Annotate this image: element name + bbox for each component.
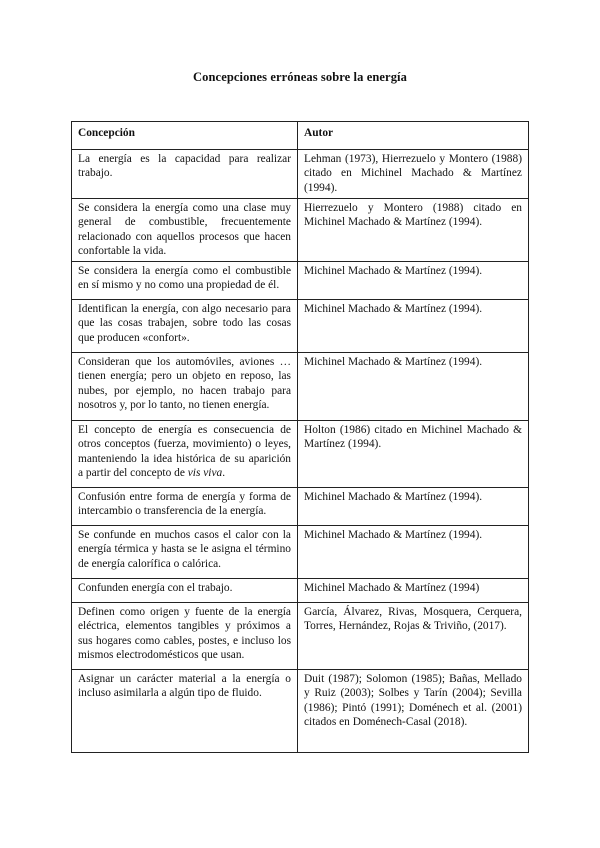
- concept-cell: Definen como origen y fuente de la energía eléctrica, elementos tangibles y próximos a sus hogares como cables, postes, e incluso los mismos electrodomésticos que usan.: [72, 603, 298, 670]
- concept-cell: Confusión entre forma de energía y forma de intercambio o transferencia de la energía.: [72, 488, 298, 526]
- author-cell: Michinel Machado & Martínez (1994): [298, 579, 529, 603]
- concept-cell: Se considera la energía como el combustible en sí mismo y no como una propiedad de él.: [72, 262, 298, 300]
- concept-cell: Confunden energía con el trabajo.: [72, 579, 298, 603]
- document-title: Concepciones erróneas sobre la energía: [193, 70, 407, 84]
- table-row: [72, 199, 529, 262]
- concept-cell: La energía es la capacidad para realizar trabajo.: [72, 150, 298, 199]
- concept-cell: Consideran que los automóviles, aviones … tienen energía; pero un objeto en reposo, las nubes, por ejemplo, no hacen trabajo para nosotros y, por lo tanto, no tienen energía.: [72, 353, 298, 421]
- author-cell: Michinel Machado & Martínez (1994).: [298, 262, 529, 300]
- column-header-concept: Concepción: [72, 122, 298, 150]
- table-row: [72, 579, 529, 603]
- table-row: [72, 488, 529, 526]
- table-row: [72, 526, 529, 579]
- concept-cell: Asignar un carácter material a la energía o incluso asimilarla a algún tipo de fluido.: [72, 670, 298, 753]
- author-cell: Hierrezuelo y Montero (1988) citado en Michinel Machado & Martínez (1994).: [298, 199, 529, 262]
- table-row: [72, 670, 529, 753]
- table-row: [72, 262, 529, 300]
- concept-text-end: .: [222, 466, 226, 479]
- author-cell: Duit (1987); Solomon (1985); Bañas, Mellado y Ruiz (2003); Solbes y Tarín (2004); Sevilla (1986); Pintó (1991); Doménech et al. (2001) citados en Doménech-Casal (2018).: [298, 670, 529, 753]
- table-header-row: [72, 122, 529, 150]
- author-cell: Holton (1986) citado en Michinel Machado & Martínez (1994).: [298, 421, 529, 488]
- author-cell: Lehman (1973), Hierrezuelo y Montero (1988) citado en Michinel Machado & Martínez (1994).: [298, 150, 529, 199]
- author-cell: Michinel Machado & Martínez (1994).: [298, 526, 529, 579]
- table-row: [72, 150, 529, 199]
- column-header-author: Autor: [298, 122, 529, 150]
- concept-cell: Se considera la energía como una clase muy general de combustible, frecuentemente relacionado con aquellos procesos que hacen confortable la vida.: [72, 199, 298, 262]
- table-row: [72, 353, 529, 421]
- concept-italic-term: vis viva: [187, 466, 223, 479]
- concept-cell: Identifican la energía, con algo necesario para que las cosas trabajen, sobre todo las cosas que producen «confort».: [72, 300, 298, 353]
- concept-cell: [72, 421, 298, 488]
- table-row: [72, 421, 529, 488]
- author-cell: Michinel Machado & Martínez (1994).: [298, 300, 529, 353]
- author-cell: Michinel Machado & Martínez (1994).: [298, 488, 529, 526]
- author-cell: García, Álvarez, Rivas, Mosquera, Cerquera, Torres, Hernández, Rojas & Triviño, (2017).: [298, 603, 529, 670]
- concept-text: El concepto de energía es consecuencia de otros conceptos (fuerza, movimiento) o leyes, manteniendo la idea histórica de su aparición a partir del concepto de: [78, 424, 291, 479]
- table-row: [72, 603, 529, 670]
- concept-cell: Se confunde en muchos casos el calor con la energía térmica y hasta se le asigna el término de energía calorífica o calórica.: [72, 526, 298, 579]
- misconceptions-table: [71, 121, 529, 753]
- table-row: [72, 300, 529, 353]
- author-cell: Michinel Machado & Martínez (1994).: [298, 353, 529, 421]
